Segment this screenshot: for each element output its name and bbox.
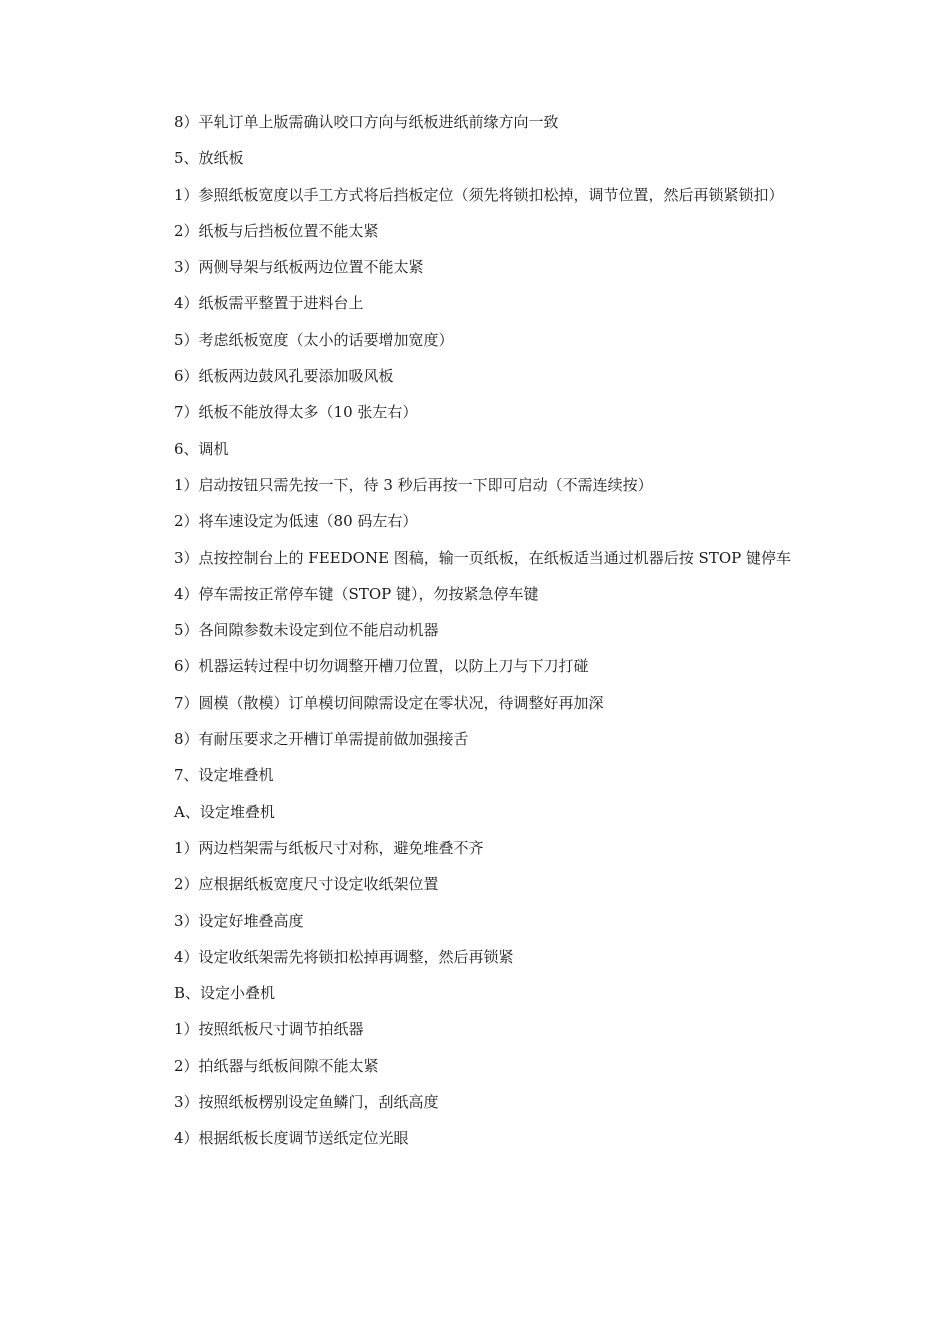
document-body xyxy=(142,110,802,1163)
text-line: 1）按照纸板尺寸调节拍纸器 xyxy=(174,1020,364,1039)
subsection-heading: B、设定小叠机 xyxy=(174,984,276,1003)
text-line: 5）考虑纸板宽度（太小的话要增加宽度） xyxy=(174,330,454,349)
text-line: 3）按照纸板楞别设定鱼鳞门，刮纸高度 xyxy=(174,1093,439,1112)
text-line: 8）平轧订单上版需确认咬口方向与纸板进纸前缘方向一致 xyxy=(174,113,559,131)
text-line: 6）纸板两边鼓风孔要添加吸风板 xyxy=(174,367,394,386)
text-line: 3）点按控制台上的 FEEDONE 图稿，输一页纸板，在纸板适当通过机器后按 STOP 键停车 xyxy=(174,548,791,567)
text-line: 4）停车需按正常停车键（STOP 键），勿按紧急停车键 xyxy=(174,584,539,603)
section-heading: 6、调机 xyxy=(174,439,229,458)
text-line: 8）有耐压要求之开槽订单需提前做加强接舌 xyxy=(174,730,469,749)
text-line: 6）机器运转过程中切勿调整开槽刀位置，以防上刀与下刀打碰 xyxy=(174,657,589,676)
text-line: 2）将车速设定为低速（80 码左右） xyxy=(174,512,418,531)
section-heading: 7、设定堆叠机 xyxy=(174,766,274,785)
text-line: 1）参照纸板宽度以手工方式将后挡板定位（须先将锁扣松掉，调节位置，然后再锁紧锁扣） xyxy=(174,185,784,204)
text-line: 3）设定好堆叠高度 xyxy=(174,911,304,930)
text-line: 7）纸板不能放得太多（10 张左右） xyxy=(174,403,418,422)
text-line: 2）纸板与后挡板位置不能太紧 xyxy=(174,221,379,240)
text-line: 5）各间隙参数未设定到位不能启动机器 xyxy=(174,621,439,640)
text-line: 2）拍纸器与纸板间隙不能太紧 xyxy=(174,1056,379,1075)
subsection-heading: A、设定堆叠机 xyxy=(174,802,275,821)
text-line: 4）根据纸板长度调节送纸定位光眼 xyxy=(174,1129,409,1148)
text-line: 1）两边档架需与纸板尺寸对称，避免堆叠不齐 xyxy=(174,838,484,857)
text-line: 4）纸板需平整置于进料台上 xyxy=(174,294,364,313)
text-line: 3）两侧导架与纸板两边位置不能太紧 xyxy=(174,258,424,277)
text-line: 7）圆模（散模）订单模切间隙需设定在零状况，待调整好再加深 xyxy=(174,693,604,712)
text-line: 2）应根据纸板宽度尺寸设定收纸架位置 xyxy=(174,875,439,894)
text-line: 4）设定收纸架需先将锁扣松掉再调整，然后再锁紧 xyxy=(174,947,514,966)
section-heading: 5、放纸板 xyxy=(174,149,244,168)
text-line: 1）启动按钮只需先按一下，待 3 秒后再按一下即可启动（不需连续按） xyxy=(174,475,653,494)
